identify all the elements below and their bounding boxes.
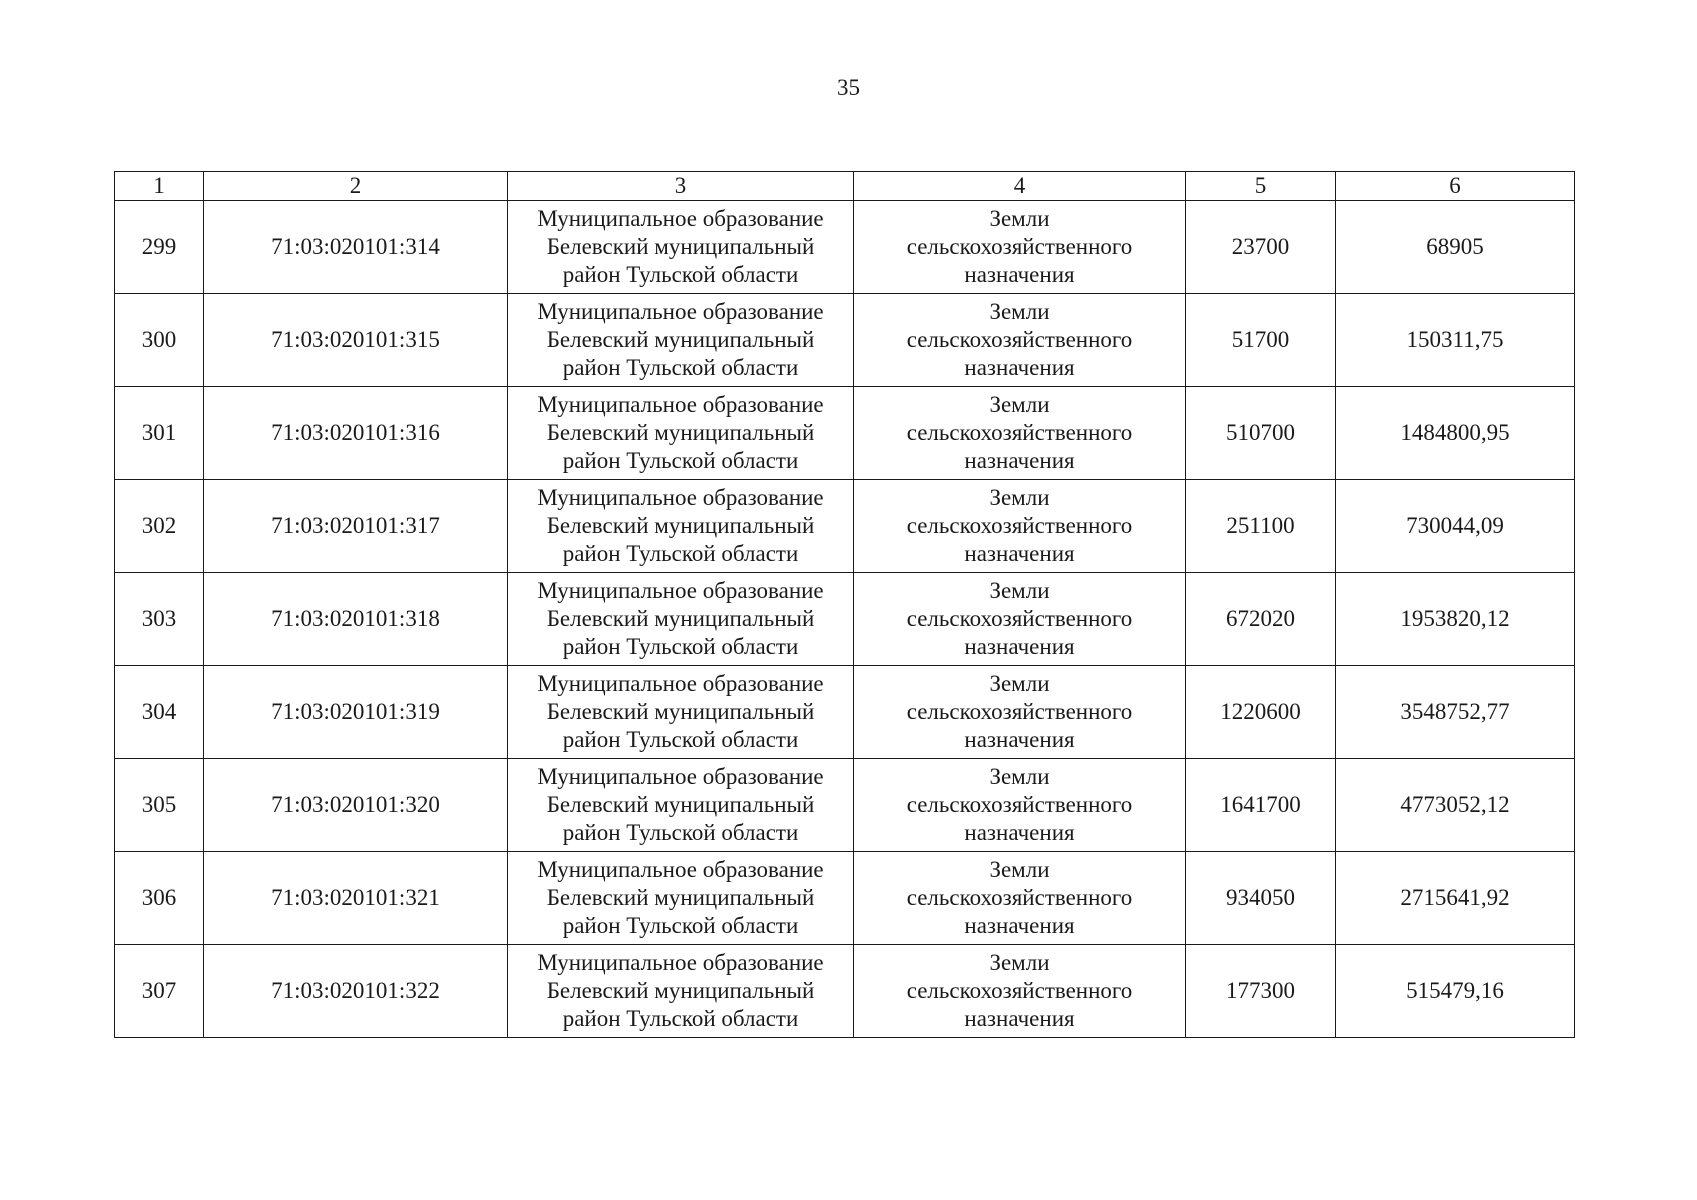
owner-line: район Тульской области: [562, 913, 799, 938]
category-line: назначения: [964, 634, 1075, 659]
row-number: 307: [115, 945, 204, 1038]
category-line: сельскохозяйственного: [906, 327, 1133, 352]
row-number: 301: [115, 387, 204, 480]
owner-name: [508, 573, 854, 666]
owner-name: [508, 759, 854, 852]
land-category: [854, 666, 1186, 759]
cadastral-number: 71:03:020101:322: [204, 945, 508, 1038]
category-line: назначения: [964, 727, 1075, 752]
owner-name: [508, 480, 854, 573]
owner-name: [508, 201, 854, 294]
cadastral-number: 71:03:020101:317: [204, 480, 508, 573]
table-row: [115, 759, 1575, 852]
column-number-row: [115, 172, 1575, 201]
category-line: сельскохозяйственного: [906, 606, 1133, 631]
table-row: [115, 945, 1575, 1038]
land-category: [854, 201, 1186, 294]
table-row: [115, 201, 1575, 294]
owner-line: район Тульской области: [562, 820, 799, 845]
owner-name: [508, 852, 854, 945]
category-line: назначения: [964, 262, 1075, 287]
owner-line: район Тульской области: [562, 634, 799, 659]
cadastral-value: 1953820,12: [1336, 573, 1575, 666]
category-line: назначения: [964, 448, 1075, 473]
category-line: Земли: [989, 578, 1050, 603]
land-category: [854, 852, 1186, 945]
category-line: назначения: [964, 355, 1075, 380]
cadastral-value: 150311,75: [1336, 294, 1575, 387]
table-row: [115, 480, 1575, 573]
table-row: [115, 294, 1575, 387]
category-line: сельскохозяйственного: [906, 699, 1133, 724]
plot-area: 934050: [1186, 852, 1336, 945]
cadastral-value: 3548752,77: [1336, 666, 1575, 759]
category-line: назначения: [964, 541, 1075, 566]
owner-line: Муниципальное образование: [537, 764, 824, 789]
cadastral-value: 730044,09: [1336, 480, 1575, 573]
column-number-3: 3: [508, 172, 854, 201]
land-category: [854, 480, 1186, 573]
plot-area: 1641700: [1186, 759, 1336, 852]
row-number: 306: [115, 852, 204, 945]
category-line: сельскохозяйственного: [906, 234, 1133, 259]
category-line: назначения: [964, 820, 1075, 845]
owner-line: район Тульской области: [562, 355, 799, 380]
owner-name: [508, 294, 854, 387]
cadastral-number: 71:03:020101:318: [204, 573, 508, 666]
category-line: Земли: [989, 485, 1050, 510]
row-number: 304: [115, 666, 204, 759]
category-line: Земли: [989, 206, 1050, 231]
category-line: Земли: [989, 857, 1050, 882]
owner-line: Белевский муниципальный: [546, 327, 815, 352]
table-body: [115, 172, 1575, 1038]
row-number: 303: [115, 573, 204, 666]
plot-area: 23700: [1186, 201, 1336, 294]
category-line: сельскохозяйственного: [906, 792, 1133, 817]
row-number: 299: [115, 201, 204, 294]
plot-area: 51700: [1186, 294, 1336, 387]
page-number: 35: [837, 75, 860, 100]
cadastral-number: 71:03:020101:315: [204, 294, 508, 387]
owner-line: Белевский муниципальный: [546, 885, 815, 910]
owner-line: Муниципальное образование: [537, 392, 824, 417]
category-line: Земли: [989, 392, 1050, 417]
cadastral-number: 71:03:020101:316: [204, 387, 508, 480]
column-number-5: 5: [1186, 172, 1336, 201]
owner-line: Белевский муниципальный: [546, 978, 815, 1003]
owner-name: [508, 666, 854, 759]
table-row: [115, 387, 1575, 480]
row-number: 300: [115, 294, 204, 387]
owner-line: Муниципальное образование: [537, 485, 824, 510]
table-row: [115, 573, 1575, 666]
cadastral-number: 71:03:020101:319: [204, 666, 508, 759]
land-plots-table: [114, 171, 1575, 1038]
row-number: 302: [115, 480, 204, 573]
owner-line: Белевский муниципальный: [546, 699, 815, 724]
row-number: 305: [115, 759, 204, 852]
cadastral-value: 4773052,12: [1336, 759, 1575, 852]
owner-line: Муниципальное образование: [537, 299, 824, 324]
category-line: назначения: [964, 1006, 1075, 1031]
cadastral-number: 71:03:020101:320: [204, 759, 508, 852]
column-number-1: 1: [115, 172, 204, 201]
column-number-2: 2: [204, 172, 508, 201]
category-line: Земли: [989, 950, 1050, 975]
owner-line: район Тульской области: [562, 262, 799, 287]
category-line: сельскохозяйственного: [906, 978, 1133, 1003]
owner-line: Белевский муниципальный: [546, 513, 815, 538]
category-line: Земли: [989, 764, 1050, 789]
category-line: сельскохозяйственного: [906, 885, 1133, 910]
owner-line: Муниципальное образование: [537, 578, 824, 603]
owner-name: [508, 945, 854, 1038]
land-category: [854, 945, 1186, 1038]
cadastral-value: 2715641,92: [1336, 852, 1575, 945]
plot-area: 672020: [1186, 573, 1336, 666]
owner-line: Муниципальное образование: [537, 857, 824, 882]
owner-line: Белевский муниципальный: [546, 234, 815, 259]
category-line: Земли: [989, 299, 1050, 324]
owner-line: Муниципальное образование: [537, 950, 824, 975]
plot-area: 177300: [1186, 945, 1336, 1038]
owner-line: Белевский муниципальный: [546, 420, 815, 445]
land-category: [854, 573, 1186, 666]
owner-line: район Тульской области: [562, 727, 799, 752]
cadastral-value: 515479,16: [1336, 945, 1575, 1038]
plot-area: 510700: [1186, 387, 1336, 480]
column-number-4: 4: [854, 172, 1186, 201]
plot-area: 1220600: [1186, 666, 1336, 759]
table-row: [115, 852, 1575, 945]
land-category: [854, 294, 1186, 387]
cadastral-number: 71:03:020101:321: [204, 852, 508, 945]
cadastral-number: 71:03:020101:314: [204, 201, 508, 294]
owner-name: [508, 387, 854, 480]
column-number-6: 6: [1336, 172, 1575, 201]
cadastral-value: 1484800,95: [1336, 387, 1575, 480]
category-line: сельскохозяйственного: [906, 420, 1133, 445]
owner-line: Муниципальное образование: [537, 671, 824, 696]
owner-line: район Тульской области: [562, 448, 799, 473]
plot-area: 251100: [1186, 480, 1336, 573]
category-line: назначения: [964, 913, 1075, 938]
land-category: [854, 387, 1186, 480]
owner-line: район Тульской области: [562, 1006, 799, 1031]
table-row: [115, 666, 1575, 759]
owner-line: Белевский муниципальный: [546, 792, 815, 817]
owner-line: район Тульской области: [562, 541, 799, 566]
cadastral-value: 68905: [1336, 201, 1575, 294]
owner-line: Белевский муниципальный: [546, 606, 815, 631]
category-line: Земли: [989, 671, 1050, 696]
owner-line: Муниципальное образование: [537, 206, 824, 231]
category-line: сельскохозяйственного: [906, 513, 1133, 538]
land-category: [854, 759, 1186, 852]
